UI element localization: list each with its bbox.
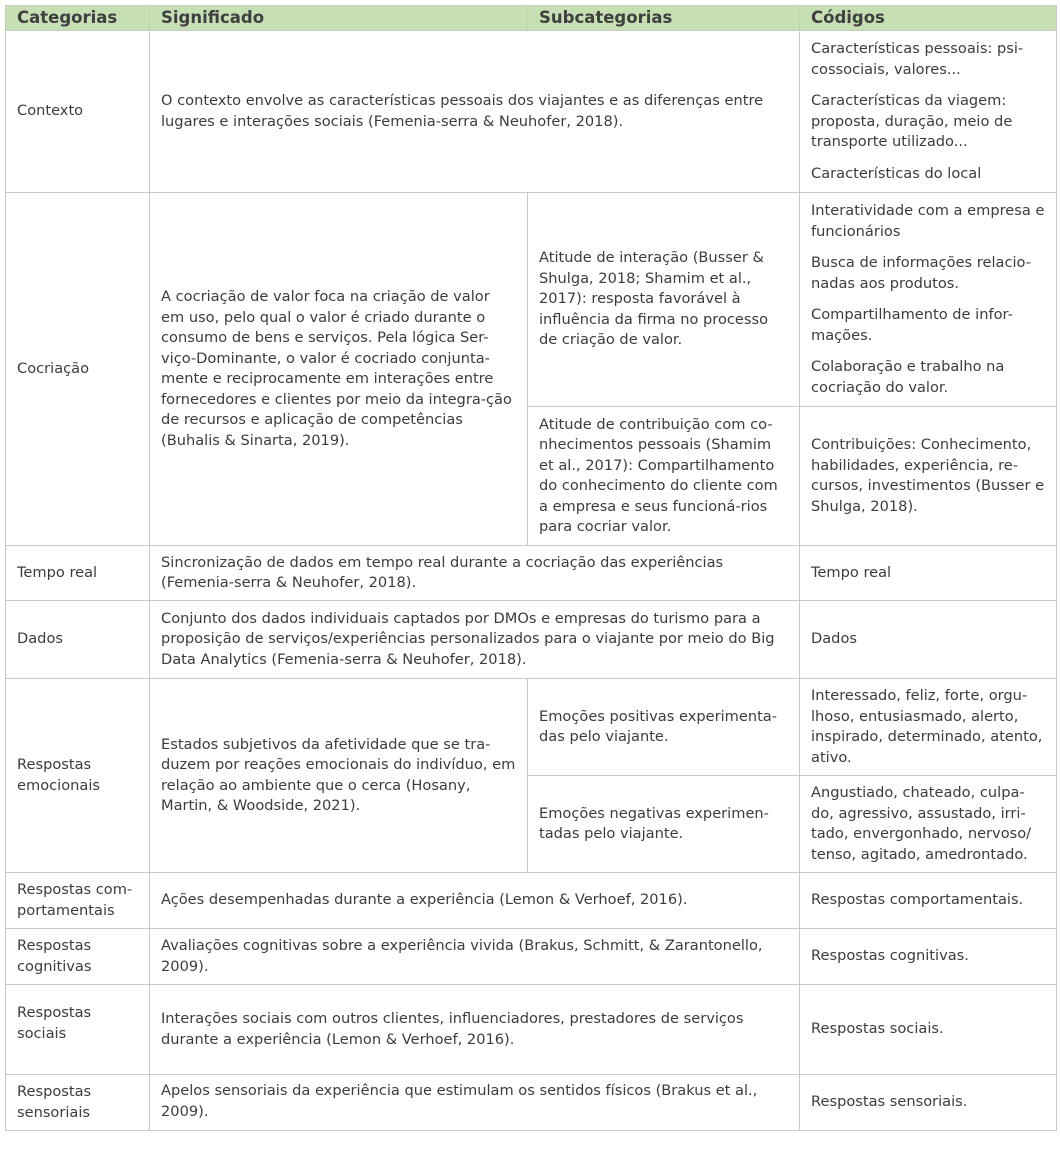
codigos-cell: Respostas sociais.	[800, 985, 1057, 1075]
subcategoria-cell: Atitude de interação (Busser & Shulga, 2018; Shamim et al., 2017): resposta favorável à influência da firma no processo de criação de valor.	[528, 193, 800, 407]
significado-cell: Sincronização de dados em tempo real durante a cocriação das experiências (Femenia-serra & Neuhofer, 2018).	[150, 546, 800, 601]
codigos-cell	[800, 193, 1057, 407]
significado-cell: Apelos sensoriais da experiência que estimulam os sentidos físicos (Brakus et al., 2009).	[150, 1075, 800, 1131]
codigos-cell: Interessado, feliz, forte, orgu-lhoso, entusiasmado, alerto, inspirado, determinado, atento, ativo.	[800, 679, 1057, 776]
row-sociais	[6, 985, 1057, 1075]
codigos-cell: Respostas cognitivas.	[800, 929, 1057, 985]
header-categorias: Categorias	[6, 6, 150, 31]
significado-cell: Interações sociais com outros clientes, influenciadores, prestadores de serviços durante a experiência (Lemon & Verhoef, 2016).	[150, 985, 800, 1075]
codigo-item: Compartilhamento de infor-mações.	[811, 306, 1013, 344]
categoria-cell: Respostas sensoriais	[6, 1075, 150, 1131]
subcategoria-cell: Emoções positivas experimenta-das pelo viajante.	[528, 679, 800, 776]
row-tempo-real	[6, 546, 1057, 601]
codigo-item: Características do local	[811, 164, 982, 182]
categories-table	[5, 5, 1057, 1131]
codigo-item: Colaboração e trabalho na cocriação do valor.	[811, 358, 1005, 396]
header-significado: Significado	[150, 6, 528, 31]
codigos-cell: Angustiado, chateado, culpa-do, agressivo, assustado, irri-tado, envergonhado, nervoso/ tenso, agitado, amedrontado.	[800, 776, 1057, 873]
categoria-cell: Respostas cognitivas	[6, 929, 150, 985]
codigos-cell: Tempo real	[800, 546, 1057, 601]
categoria-cell: Respostas emocionais	[6, 679, 150, 873]
codigos-cell: Dados	[800, 601, 1057, 679]
significado-cell: Conjunto dos dados individuais captados por DMOs e empresas do turismo para a proposição de serviços/experiências personalizados para o viajante por meio do Big Data Analytics (Femenia-serra & Neuhofer, 2018).	[150, 601, 800, 679]
codigos-cell: Respostas comportamentais.	[800, 873, 1057, 929]
categoria-cell: Cocriação	[6, 193, 150, 546]
categoria-cell: Respostas sociais	[6, 985, 150, 1075]
codigos-cell: Contribuições: Conhecimento, habilidades, experiência, re-cursos, investimentos (Busser e Shulga, 2018).	[800, 407, 1057, 546]
codigo-item: Interatividade com a empresa e funcionários	[811, 202, 1045, 240]
codigos-cell	[800, 31, 1057, 193]
header-subcategorias: Subcategorias	[528, 6, 800, 31]
codigos-cell: Respostas sensoriais.	[800, 1075, 1057, 1131]
codigo-item: Características pessoais: psi-cossociais, valores...	[811, 40, 1024, 78]
subcategoria-cell: Emoções negativas experimen-tadas pelo viajante.	[528, 776, 800, 873]
row-comportamentais	[6, 873, 1057, 929]
row-cognitivas	[6, 929, 1057, 985]
row-emocionais-1	[6, 679, 1057, 776]
categoria-cell: Dados	[6, 601, 150, 679]
significado-cell: Ações desempenhadas durante a experiência (Lemon & Verhoef, 2016).	[150, 873, 800, 929]
categoria-cell: Respostas com-portamentais	[6, 873, 150, 929]
codigo-item: Busca de informações relacio-nadas aos produtos.	[811, 254, 1031, 292]
row-sensoriais	[6, 1075, 1057, 1131]
row-contexto	[6, 31, 1057, 193]
significado-cell: A cocriação de valor foca na criação de valor em uso, pelo qual o valor é criado durante o consumo de bens e serviços. Pela lógica Ser-viço-Dominante, o valor é cocriado conjunta-mente e reciprocamente em interações entre fornecedores e clientes por meio da integra-ção de recursos e aplicação de competências (Buhalis & Sinarta, 2019).	[150, 193, 528, 546]
subcategoria-cell: Atitude de contribuição com co-nhecimentos pessoais (Shamim et al., 2017): Compartilhamento do conhecimento do cliente com a empresa e seus funcioná-rios para cocriar valor.	[528, 407, 800, 546]
row-cocriacao-1	[6, 193, 1057, 407]
categoria-cell: Contexto	[6, 31, 150, 193]
categoria-cell: Tempo real	[6, 546, 150, 601]
significado-cell: Estados subjetivos da afetividade que se tra-duzem por reações emocionais do indivíduo, em relação ao ambiente que o cerca (Hosany, Martin, & Woodside, 2021).	[150, 679, 528, 873]
significado-cell: Avaliações cognitivas sobre a experiência vivida (Brakus, Schmitt, & Zarantonello, 2009).	[150, 929, 800, 985]
codigo-item: Características da viagem: proposta, duração, meio de transporte utilizado...	[811, 92, 1013, 150]
row-dados	[6, 601, 1057, 679]
header-codigos: Códigos	[800, 6, 1057, 31]
header-row	[6, 6, 1057, 31]
significado-cell: O contexto envolve as características pessoais dos viajantes e as diferenças entre lugares e interações sociais (Femenia-serra & Neuhofer, 2018).	[150, 31, 800, 193]
